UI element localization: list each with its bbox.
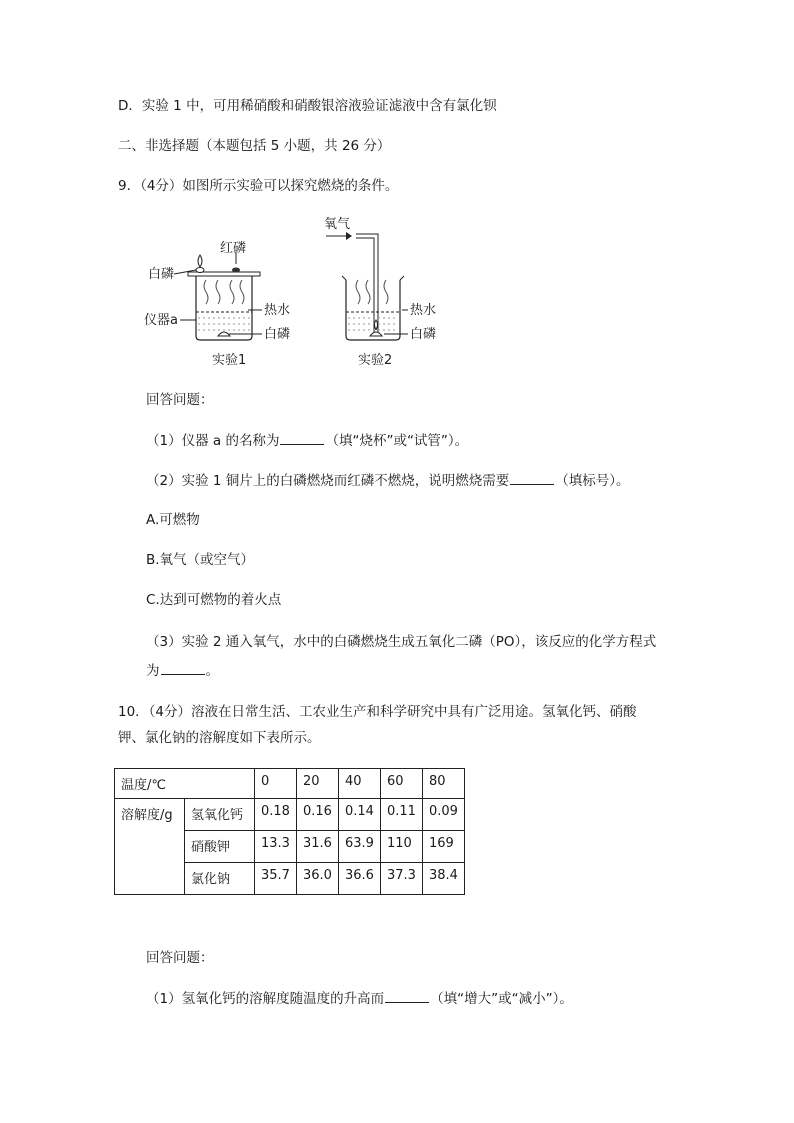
q9-part-1-text-a: （1）仪器 a 的名称为 <box>146 433 280 449</box>
value-cell: 31.6 <box>297 831 339 863</box>
label-red-phosphorus: 红磷 <box>220 241 247 256</box>
value-cell: 0.09 <box>423 799 465 831</box>
q9-part-1-blank[interactable] <box>280 430 324 445</box>
label-white-phosphorus-1: 白磷 <box>148 267 175 282</box>
experiment-2-apparatus <box>326 232 408 340</box>
q10-part-1-text-b: （填“增大”或“减小”）。 <box>430 991 573 1007</box>
q9-part-2 <box>146 470 630 491</box>
option-d: D．实验 1 中，可用稀硝酸和硝酸银溶液验证滤液中含有氯化钡 <box>118 98 497 114</box>
value-cell: 0.18 <box>255 799 297 831</box>
value-cell: 36.6 <box>339 863 381 895</box>
temp-cell: 0 <box>255 769 297 799</box>
q10-part-1-blank[interactable] <box>385 988 429 1003</box>
q9-part-1-text-b: （填“烧杯”或“试管”）。 <box>325 433 469 449</box>
value-cell: 38.4 <box>423 863 465 895</box>
value-cell: 37.3 <box>381 863 423 895</box>
q9-part-3-line1: （3）实验 2 通入氧气，水中的白磷燃烧生成五氧化二磷（PO），该反应的化学方程式 <box>146 634 657 650</box>
q9-option-b: B.氧气（或空气） <box>146 552 255 568</box>
caption-experiment-2: 实验2 <box>358 353 393 368</box>
question-9-stem: 9．（4分）如图所示实验可以探究燃烧的条件。 <box>118 178 399 194</box>
temp-cell: 20 <box>297 769 339 799</box>
section-heading: 二、非选择题（本题包括 5 小题，共 26 分） <box>118 138 391 154</box>
temp-header: 温度/℃ <box>115 769 255 799</box>
table-row <box>115 769 465 799</box>
solubility-header: 溶解度/g <box>115 799 185 895</box>
q9-part-2-text-b: （填标号）。 <box>555 473 630 489</box>
q9-part-3-blank[interactable] <box>161 660 205 675</box>
q9-part-2-blank[interactable] <box>510 470 554 485</box>
q9-option-c: C.达到可燃物的着火点 <box>146 592 282 608</box>
q9-option-a: A.可燃物 <box>146 512 200 528</box>
caption-experiment-1: 实验1 <box>212 353 247 368</box>
label-hot-water-2: 热水 <box>410 303 437 318</box>
q9-part-1 <box>146 430 468 451</box>
substance-name: 氢氧化钙 <box>185 799 255 831</box>
table-row <box>115 799 465 831</box>
value-cell: 169 <box>423 831 465 863</box>
label-white-phosphorus-2: 白磷 <box>410 327 437 342</box>
label-oxygen: 氧气 <box>324 217 351 232</box>
combustion-experiment-figure <box>140 212 450 372</box>
value-cell: 35.7 <box>255 863 297 895</box>
solubility-table <box>114 768 465 895</box>
label-hot-water-1: 热水 <box>264 303 291 318</box>
value-cell: 0.14 <box>339 799 381 831</box>
value-cell: 110 <box>381 831 423 863</box>
q10-part-1-text-a: （1）氢氧化钙的溶解度随温度的升高而 <box>146 991 385 1007</box>
label-instrument-a: 仪器a <box>144 313 178 328</box>
experiment-1-apparatus <box>174 252 262 340</box>
substance-name: 氯化钠 <box>185 863 255 895</box>
value-cell: 0.16 <box>297 799 339 831</box>
value-cell: 36.0 <box>297 863 339 895</box>
substance-name: 硝酸钾 <box>185 831 255 863</box>
q9-part-2-text-a: （2）实验 1 铜片上的白磷燃烧而红磷不燃烧，说明燃烧需要 <box>146 473 510 489</box>
q10-stem-line2: 钾、氯化钠的溶解度如下表所示。 <box>118 730 321 746</box>
temp-cell: 80 <box>423 769 465 799</box>
label-white-phosphorus-bottom-1: 白磷 <box>264 327 291 342</box>
q10-stem-line1: 10．（4分）溶液在日常生活、工农业生产和科学研究中具有广泛用途。氢氧化钙、硝酸 <box>118 704 637 720</box>
temp-cell: 40 <box>339 769 381 799</box>
value-cell: 0.11 <box>381 799 423 831</box>
q10-answer-prompt: 回答问题： <box>146 950 214 966</box>
q10-part-1 <box>146 988 573 1009</box>
q9-part-3-line2 <box>146 660 219 681</box>
q9-answer-prompt: 回答问题： <box>146 392 214 408</box>
value-cell: 13.3 <box>255 831 297 863</box>
value-cell: 63.9 <box>339 831 381 863</box>
temp-cell: 60 <box>381 769 423 799</box>
q9-part-3-text-b: 。 <box>205 663 219 679</box>
q9-part-3-text-a: 为 <box>146 663 160 679</box>
